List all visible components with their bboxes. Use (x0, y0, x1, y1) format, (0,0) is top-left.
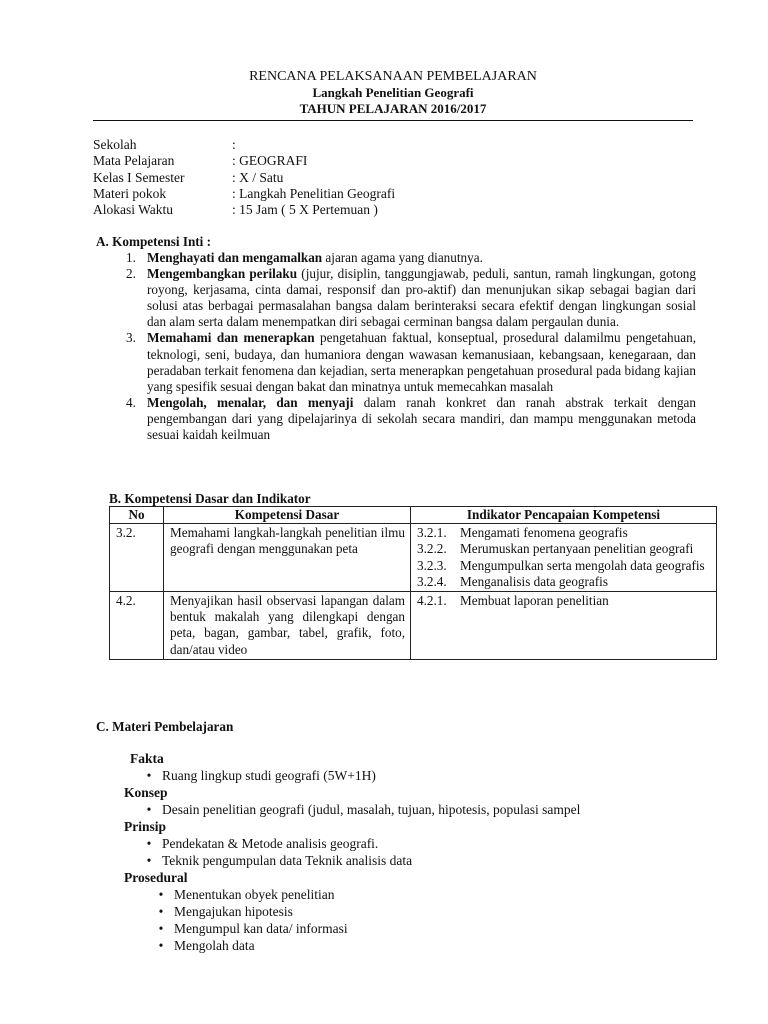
identity-row (93, 186, 395, 202)
indicator-item (417, 558, 711, 574)
header-subtitle: Langkah Penelitian Geografi (312, 85, 474, 100)
bullet-text: Menentukan obyek penelitian (174, 887, 335, 902)
indicator-text: Mengamati fenomena geografis (460, 525, 628, 541)
indicator-item (417, 574, 711, 590)
list-text (147, 250, 696, 266)
bullet-icon: • (158, 887, 164, 902)
indicator-number: 4.2.1. (417, 593, 447, 609)
indicator-item (417, 541, 711, 557)
list-text (147, 330, 696, 394)
bullet-text: Mengumpul kan data/ informasi (174, 921, 348, 936)
list-item (148, 886, 580, 903)
section-c-title: C. Materi Pembelajaran (96, 719, 234, 734)
cell-indicators (411, 592, 717, 660)
cell-no: 3.2. (110, 524, 164, 592)
bullet-text: Desain penelitian geografi (judul, masalah, tujuan, hipotesis, populasi sampel (162, 802, 581, 817)
list-item (126, 395, 696, 443)
list-item (136, 801, 580, 818)
list-item (126, 250, 696, 266)
cell-indicators (411, 524, 717, 592)
identity-value: : GEOGRAFI (232, 153, 308, 169)
list-item (148, 937, 580, 954)
identity-key: Sekolah (93, 137, 137, 152)
indicator-item (417, 593, 711, 609)
list-body: (jujur, disiplin, tanggungjawab, peduli, santun, ramah lingkungan, gotong royong, kerjasama, cinta damai, responsif dan pro-aktif) dan menunjukan sikap sebagai bagian dari solusi atas berbagai permasalahan bangsa dalam berinteraksi secara efektif dengan lingkungan sosial dan alam serta dalam menempatkan diri sebagai cerminan bangsa dalam pergaulan dunia. (147, 266, 696, 330)
identity-value: : (232, 137, 236, 152)
identity-row (93, 170, 395, 186)
bullet-icon: • (146, 802, 152, 817)
list-number: 4. (126, 394, 136, 410)
cell-kd: Memahami langkah-langkah penelitian ilmu geografi dengan menggunakan peta (164, 524, 411, 592)
bullet-text: Mengajukan hipotesis (174, 904, 293, 919)
section-b-title: B. Kompetensi Dasar dan Indikator (109, 491, 311, 506)
prinsip-heading: Prinsip (124, 819, 167, 834)
bullet-text: Teknik pengumpulan data Teknik analisis data (162, 853, 413, 868)
fakta-heading: Fakta (130, 751, 164, 766)
table-header-row (110, 507, 717, 524)
bullet-icon: • (158, 921, 164, 936)
bullet-text: Mengolah data (174, 938, 255, 953)
identity-key: Mata Pelajaran (93, 153, 175, 169)
indicator-number: 3.2.2. (417, 541, 447, 557)
list-bold: Menghayati dan mengamalkan (147, 250, 323, 265)
identity-row (93, 202, 395, 218)
identity-row (93, 153, 395, 169)
identity-value: : Langkah Penelitian Geografi (232, 185, 396, 201)
list-bold: Mengolah, menalar, dan menyaji (147, 394, 354, 410)
header-divider (93, 120, 693, 121)
list-text (147, 266, 696, 330)
konsep-heading: Konsep (124, 785, 168, 800)
list-body: ajaran agama yang dianutnya. (322, 250, 483, 265)
indicator-number: 3.2.4. (417, 573, 447, 589)
list-item (148, 903, 580, 920)
document-header (93, 69, 693, 117)
cell-kd: Menyajikan hasil observasi lapangan dalam bentuk makalah yang dilengkapi dengan peta, bagan, gambar, tabel, grafik, foto, dan/atau video (164, 592, 411, 660)
column-header-kd: Kompetensi Dasar (164, 507, 411, 524)
list-number: 3. (126, 330, 136, 346)
table-row (110, 592, 717, 660)
materi-block (124, 750, 580, 954)
kompetensi-table (109, 506, 717, 660)
bullet-text: Pendekatan & Metode analisis geografi. (162, 836, 379, 851)
identity-key: Alokasi Waktu (93, 202, 174, 218)
table-row (110, 524, 717, 592)
indicator-text: Merumuskan pertanyaan penelitian geografi (460, 541, 694, 557)
prosedural-heading: Prosedural (124, 870, 188, 885)
bullet-text: Ruang lingkup studi geografi (5W+1H) (162, 768, 376, 783)
list-item (126, 266, 696, 330)
header-year: TAHUN PELAJARAN 2016/2017 (299, 101, 487, 116)
bullet-icon: • (158, 904, 164, 919)
column-header-indikator: Indikator Pencapaian Kompetensi (411, 507, 717, 524)
section-a-title: A. Kompetensi Inti : (96, 234, 212, 249)
list-body: pengetahuan faktual, konseptual, prosedural dalamilmu pengetahuan, teknologi, seni, budaya, dan humaniora dengan wawasan kemanusiaan, kebangsaan, kenegaraan, dan peradaban terkait fenomena dan kejadian, serta menerapkan pengetahuan prosedural pada bidang kajian yang spesifik sesuai dengan bakat dan minatnya untuk memecahkan masalah (147, 330, 696, 394)
cell-no: 4.2. (110, 592, 164, 660)
indicator-item (417, 525, 711, 541)
list-item (136, 852, 580, 869)
identity-key: Kelas I Semester (93, 169, 185, 185)
indicator-text: Menganalisis data geografis (460, 573, 608, 589)
kompetensi-inti-list (126, 250, 696, 443)
list-number: 2. (126, 266, 136, 282)
list-bold: Mengembangkan perilaku (147, 266, 298, 282)
bullet-icon: • (146, 768, 152, 783)
list-item (136, 835, 580, 852)
bullet-icon: • (146, 853, 152, 868)
list-body: dalam ranah konkret dan ranah abstrak terkait dengan pengembangan dari yang dipelajarinya di sekolah secara mandiri, dan mampu menggunakan metoda sesuai kaidah keilmuan (147, 394, 696, 443)
list-item (136, 767, 580, 784)
list-bold: Memahami dan menerapkan (147, 330, 315, 346)
header-title: RENCANA PELAKSANAAN PEMBELAJARAN (249, 69, 537, 84)
list-number: 1. (126, 250, 136, 265)
column-header-no: No (110, 507, 164, 524)
indicator-text: Membuat laporan penelitian (460, 593, 609, 609)
identity-value: : 15 Jam ( 5 X Pertemuan ) (232, 202, 378, 218)
indicator-text: Mengumpulkan serta mengolah data geografis (460, 557, 705, 573)
identity-value: : X / Satu (232, 169, 284, 185)
list-item (126, 330, 696, 394)
list-item (148, 920, 580, 937)
bullet-icon: • (158, 938, 164, 953)
indicator-number: 3.2.1. (417, 525, 447, 541)
bullet-icon: • (146, 836, 152, 851)
indicator-number: 3.2.3. (417, 557, 447, 573)
identity-key: Materi pokok (93, 185, 167, 201)
identity-block (93, 137, 395, 218)
list-text (147, 395, 696, 443)
identity-row (93, 137, 395, 153)
